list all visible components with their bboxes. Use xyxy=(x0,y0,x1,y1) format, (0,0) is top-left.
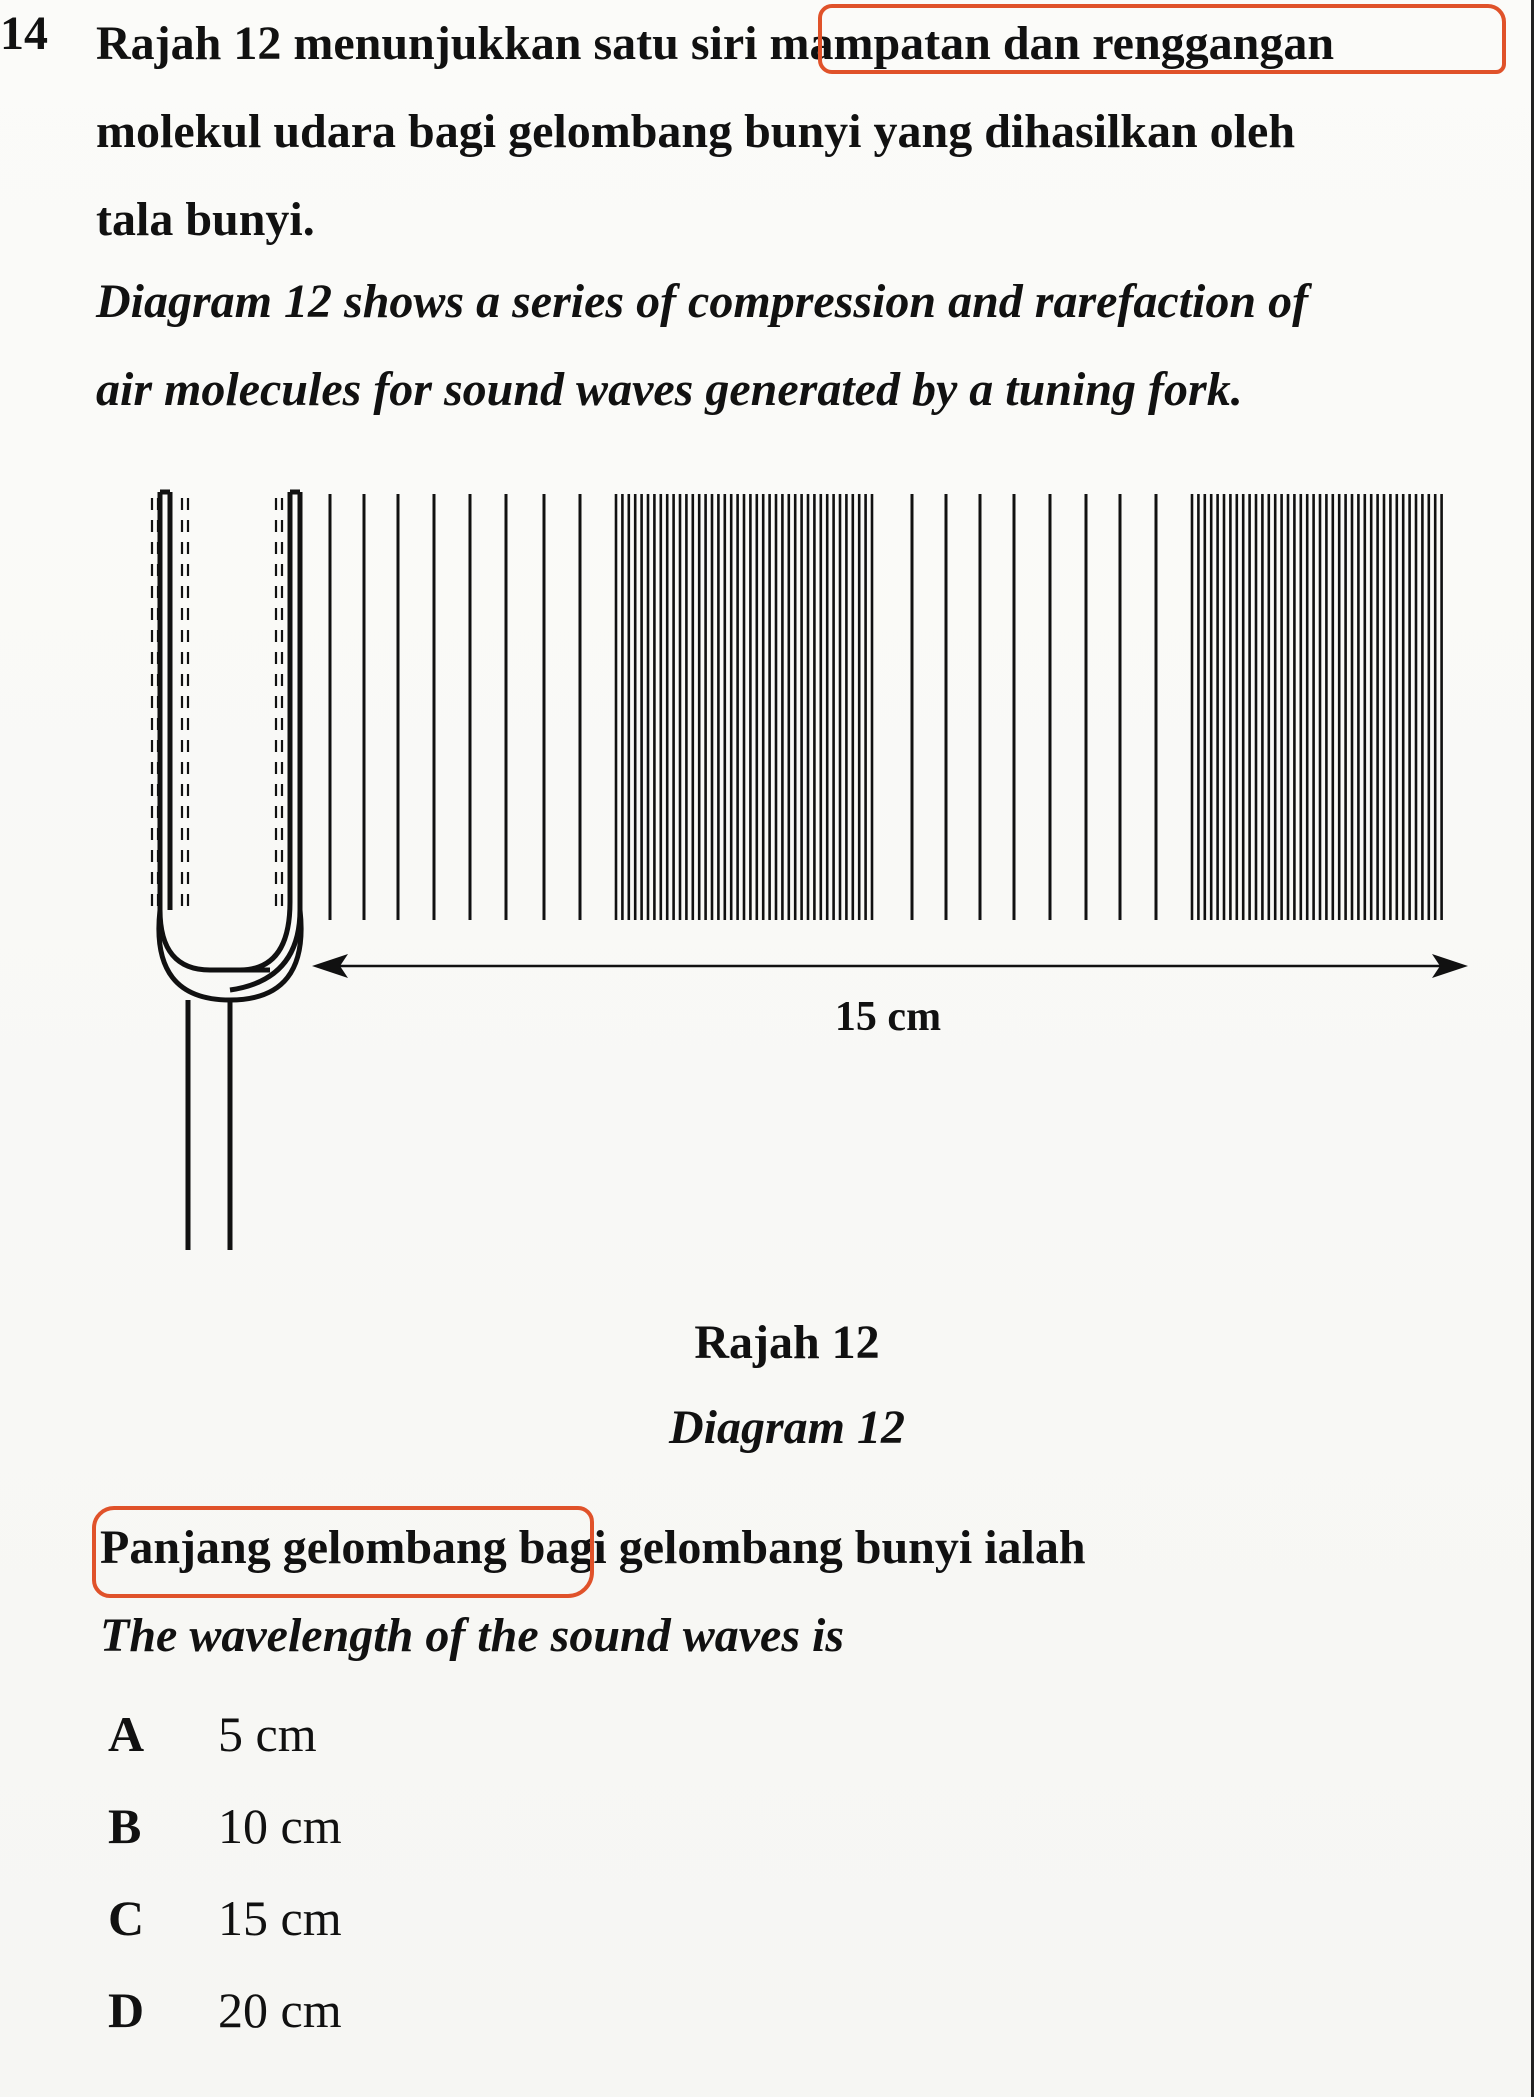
option-c[interactable] xyxy=(108,1872,342,1964)
option-b[interactable] xyxy=(108,1780,342,1872)
option-value: 5 cm xyxy=(218,1706,317,1762)
tuning-fork-icon xyxy=(159,492,301,1250)
fork-prong-right xyxy=(210,492,290,970)
option-letter: B xyxy=(108,1798,142,1854)
fork-u-bend xyxy=(159,910,301,1000)
question-malay-line-2: molekul udara bagi gelombang bunyi yang dihasilkan oleh xyxy=(96,105,1296,158)
question-malay-line-3: tala bunyi. xyxy=(96,193,315,246)
question-number: 14 xyxy=(0,7,48,60)
question-stem-malay xyxy=(100,1520,1086,1575)
air-molecule-lines xyxy=(330,494,1442,920)
question-stem-english: The wavelength of the sound waves is xyxy=(100,1609,845,1662)
question-malay-line-1 xyxy=(96,0,1496,88)
tuning-fork-wave-diagram xyxy=(0,470,1534,1270)
question-malay-line-1-prefix: Rajah 12 menunjukkan satu siri xyxy=(96,17,770,70)
stem-highlighted-wavelength: Panjang gelombang xyxy=(100,1521,507,1574)
diagram-caption-malay: Rajah 12 xyxy=(694,1316,880,1369)
fork-prong-left xyxy=(160,492,270,970)
option-value: 10 cm xyxy=(218,1798,342,1854)
measurement-arrow xyxy=(312,954,1468,1040)
answer-options xyxy=(108,1688,342,2056)
fork-gap xyxy=(210,492,250,950)
question-english-line-1: Diagram 12 shows a series of compression and rarefaction of xyxy=(96,275,1309,328)
stem-malay-rest: bagi gelombang bunyi ialah xyxy=(506,1521,1086,1574)
option-letter: D xyxy=(108,1982,145,2038)
option-letter: A xyxy=(108,1706,145,1762)
question-text-malay xyxy=(96,0,1496,264)
highlighted-phrase-compression-rarefaction: mampatan dan renggangan xyxy=(769,17,1335,70)
question-text-english xyxy=(96,258,1496,434)
diagram-caption-english: Diagram 12 xyxy=(668,1401,905,1454)
question-english-line-2: air molecules for sound waves generated by a tuning fork. xyxy=(96,363,1243,416)
option-a[interactable] xyxy=(108,1688,342,1780)
option-letter: C xyxy=(108,1890,145,1946)
option-value: 20 cm xyxy=(218,1982,342,2038)
option-value: 15 cm xyxy=(218,1890,342,1946)
measurement-label: 15 cm xyxy=(834,994,942,1040)
option-d[interactable] xyxy=(108,1964,342,2056)
